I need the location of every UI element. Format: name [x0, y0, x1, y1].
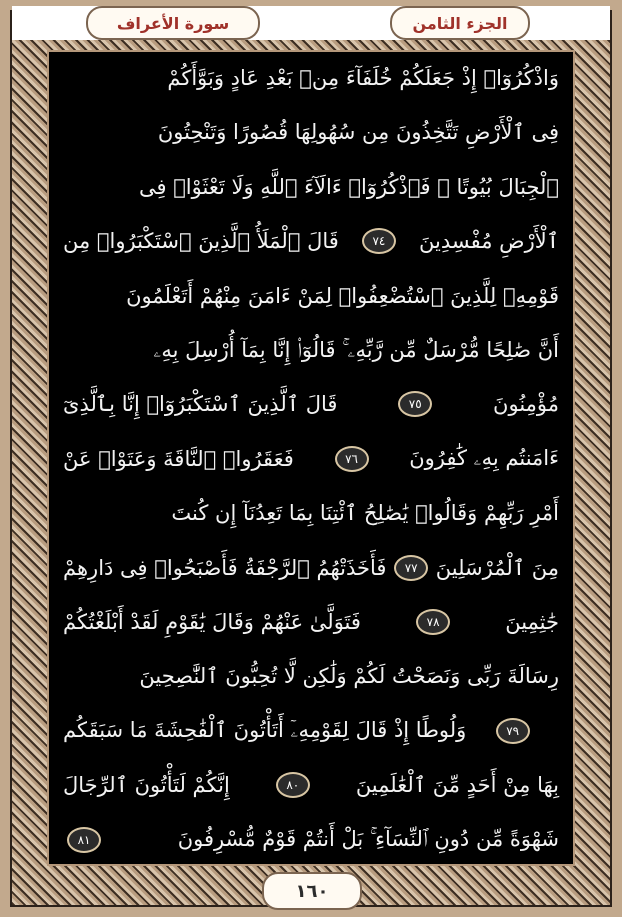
line-text-continued: فَتَوَلَّىٰ عَنْهُمْ وَقَالَ يَٰقَوْمِ لَقَدْ أَبْلَغْتُكُمْ — [63, 610, 361, 634]
text-line — [49, 814, 573, 866]
text-line — [49, 324, 573, 376]
text-line — [49, 433, 573, 485]
text-line — [49, 705, 573, 757]
line-text-continued: قَالَ ٱلْمَلَأُ ٱلَّذِينَ ٱسْتَكْبَرُوا۟ مِن — [63, 229, 339, 254]
ayah-number-marker: ٧٦ — [335, 446, 369, 472]
text-line — [49, 215, 573, 267]
text-line — [49, 161, 573, 213]
line-text: وَاذْكُرُوٓا۟ إِذْ جَعَلَكُمْ خُلَفَآءَ مِنۢ بَعْدِ عَادٍ وَبَوَّأَكُمْ — [167, 66, 559, 90]
text-line — [49, 487, 573, 539]
line-text: فِى ٱلْأَرْضِ تَتَّخِذُونَ مِن سُهُولِهَا قُصُورًا وَتَنْحِتُونَ — [157, 120, 559, 145]
text-line — [49, 650, 573, 702]
line-text-continued: فَعَقَرُوا۟ ٱلنَّاقَةَ وَعَتَوْا۟ عَنْ — [63, 446, 294, 471]
juz-label: الجزء الثامن — [390, 6, 530, 40]
surah-label: سورة الأعراف — [86, 6, 260, 40]
ayah-number-marker: ٨٠ — [276, 772, 310, 798]
line-text-continued: فَأَخَذَتْهُمُ ٱلرَّجْفَةُ فَأَصْبَحُوا۟ فِى دَارِهِمْ — [63, 555, 387, 580]
line-text: ٱلْأَرْضِ مُفْسِدِينَ — [419, 229, 559, 254]
ayah-number-marker: ٧٥ — [398, 391, 432, 417]
line-text: ٱلْجِبَالَ بُيُوتًا ۖ فَٱذْكُرُوٓا۟ ءَالَآءَ ٱللَّهِ وَلَا تَعْثَوْا۟ فِى — [138, 174, 559, 199]
line-text: رِسَالَةَ رَبِّى وَنَصَحْتُ لَكُمْ وَلَٰكِن لَّا تُحِبُّونَ ٱلنَّٰصِحِينَ — [139, 664, 559, 689]
line-text: بِهَا مِنْ أَحَدٍ مِّنَ ٱلْعَٰلَمِينَ — [355, 773, 559, 798]
text-line — [49, 106, 573, 158]
ayah-number-marker: ٧٩ — [496, 718, 530, 744]
line-text-continued: وَلُوطًا إِذْ قَالَ لِقَوْمِهِۦٓ أَتَأْتُونَ ٱلْفَٰحِشَةَ مَا سَبَقَكُم — [63, 718, 467, 743]
line-text: جَٰثِمِينَ — [505, 610, 559, 634]
page-number: ١٦٠ — [262, 872, 362, 910]
line-text: مُؤْمِنُونَ — [493, 392, 559, 417]
text-line — [49, 270, 573, 322]
text-line — [49, 542, 573, 594]
text-line — [49, 596, 573, 648]
line-text: قَوْمِهِۦ لِلَّذِينَ ٱسْتُضْعِفُوا۟ لِمَنْ ءَامَنَ مِنْهُمْ أَتَعْلَمُونَ — [126, 283, 559, 308]
line-text-continued: إِنَّكُمْ لَتَأْتُونَ ٱلرِّجَالَ — [63, 773, 230, 798]
text-line — [49, 378, 573, 430]
line-text: أَمْرِ رَبِّهِمْ وَقَالُوا۟ يَٰصَٰلِحُ ٱئْتِنَا بِمَا تَعِدُنَآ إِن كُنتَ — [171, 501, 559, 526]
line-text-continued: قَالَ ٱلَّذِينَ ٱسْتَكْبَرُوٓا۟ إِنَّا بِٱلَّذِىٓ — [63, 392, 338, 417]
ayah-number-marker: ٧٤ — [362, 228, 396, 254]
text-line — [49, 52, 573, 104]
ayah-number-marker: ٧٧ — [394, 555, 428, 581]
line-text: ءَامَنتُم بِهِۦ كَٰفِرُونَ — [409, 446, 559, 471]
ayah-number-marker: ٨١ — [67, 827, 101, 853]
quran-page — [47, 50, 575, 866]
line-text: شَهْوَةً مِّن دُونِ ٱلنِّسَآءِ ۚ بَلْ أَنتُمْ قَوْمٌ مُّسْرِفُونَ — [177, 827, 559, 852]
text-line — [49, 759, 573, 811]
line-text: مِنَ ٱلْمُرْسَلِينَ — [435, 555, 559, 580]
ayah-number-marker: ٧٨ — [416, 609, 450, 635]
line-text: أَنَّ صَٰلِحًا مُّرْسَلٌ مِّن رَّبِّهِۦ ۚ قَالُوٓا۟ إِنَّا بِمَآ أُرْسِلَ بِهِۦ — [153, 337, 559, 362]
